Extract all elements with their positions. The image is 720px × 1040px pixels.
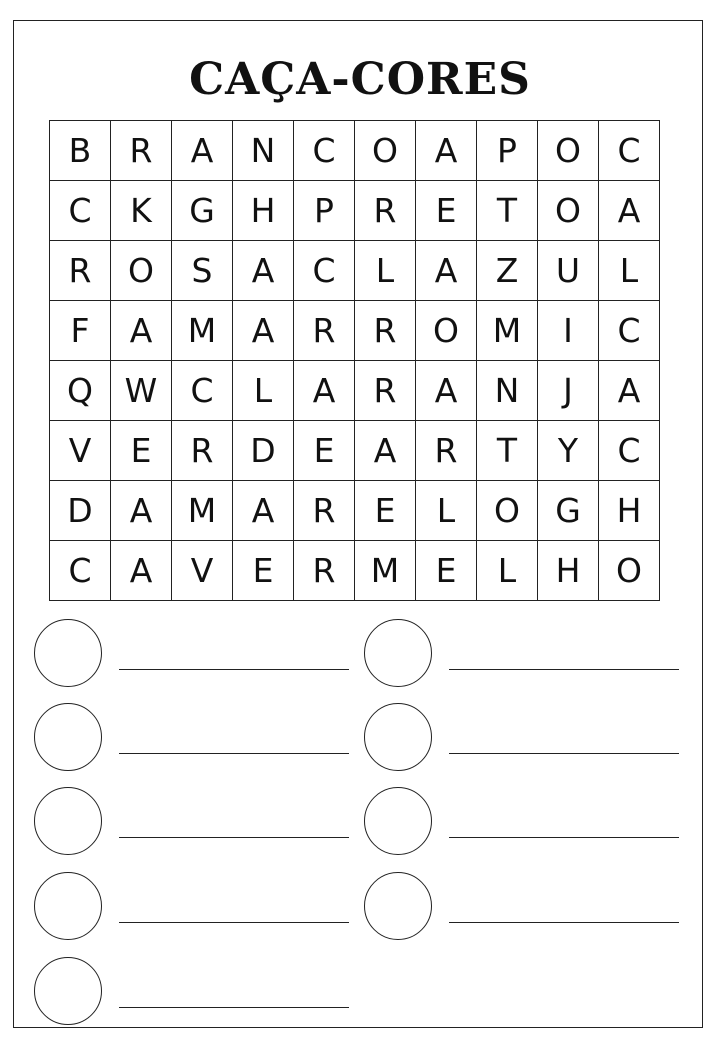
grid-row bbox=[50, 541, 660, 601]
grid-cell[interactable]: A bbox=[172, 121, 233, 181]
color-circle[interactable] bbox=[364, 872, 432, 940]
grid-cell[interactable]: C bbox=[599, 421, 660, 481]
grid-row bbox=[50, 301, 660, 361]
grid-cell[interactable]: E bbox=[233, 541, 294, 601]
grid-cell[interactable]: R bbox=[355, 361, 416, 421]
grid-row bbox=[50, 241, 660, 301]
grid-cell[interactable]: O bbox=[538, 181, 599, 241]
grid-row bbox=[50, 361, 660, 421]
answer-line[interactable] bbox=[119, 753, 349, 754]
grid-cell[interactable]: J bbox=[538, 361, 599, 421]
grid-cell[interactable]: M bbox=[477, 301, 538, 361]
grid-cell[interactable]: V bbox=[50, 421, 111, 481]
grid-cell[interactable]: E bbox=[416, 181, 477, 241]
grid-cell[interactable]: R bbox=[172, 421, 233, 481]
grid-cell[interactable]: A bbox=[416, 241, 477, 301]
grid-cell[interactable]: G bbox=[172, 181, 233, 241]
grid-cell[interactable]: O bbox=[416, 301, 477, 361]
grid-cell[interactable]: C bbox=[172, 361, 233, 421]
grid-cell[interactable]: L bbox=[416, 481, 477, 541]
grid-cell[interactable]: N bbox=[477, 361, 538, 421]
grid-cell[interactable]: A bbox=[599, 181, 660, 241]
grid-cell[interactable]: B bbox=[50, 121, 111, 181]
grid-cell[interactable]: O bbox=[599, 541, 660, 601]
page-title: CAÇA-CORES bbox=[189, 54, 531, 105]
color-circle[interactable] bbox=[34, 787, 102, 855]
grid-cell[interactable]: U bbox=[538, 241, 599, 301]
grid-cell[interactable]: M bbox=[355, 541, 416, 601]
grid-cell[interactable]: G bbox=[538, 481, 599, 541]
grid-row bbox=[50, 481, 660, 541]
answer-line[interactable] bbox=[119, 922, 349, 923]
grid-cell[interactable]: Y bbox=[538, 421, 599, 481]
grid-cell[interactable]: C bbox=[599, 121, 660, 181]
answer-line[interactable] bbox=[449, 753, 679, 754]
grid-cell[interactable]: H bbox=[599, 481, 660, 541]
word-search-grid bbox=[49, 120, 660, 601]
answer-line[interactable] bbox=[449, 669, 679, 670]
grid-cell[interactable]: N bbox=[233, 121, 294, 181]
grid-cell[interactable]: D bbox=[50, 481, 111, 541]
color-circle[interactable] bbox=[34, 957, 102, 1025]
grid-cell[interactable]: C bbox=[294, 241, 355, 301]
grid-cell[interactable]: L bbox=[477, 541, 538, 601]
grid-cell[interactable]: O bbox=[111, 241, 172, 301]
answer-line[interactable] bbox=[119, 669, 349, 670]
grid-cell[interactable]: H bbox=[538, 541, 599, 601]
grid-cell[interactable]: A bbox=[111, 301, 172, 361]
color-circle[interactable] bbox=[364, 619, 432, 687]
grid-cell[interactable]: R bbox=[294, 541, 355, 601]
color-circle[interactable] bbox=[34, 619, 102, 687]
grid-cell[interactable]: Q bbox=[50, 361, 111, 421]
color-circle[interactable] bbox=[34, 872, 102, 940]
grid-cell[interactable]: I bbox=[538, 301, 599, 361]
grid-cell[interactable]: L bbox=[233, 361, 294, 421]
answer-line[interactable] bbox=[449, 837, 679, 838]
grid-cell[interactable]: O bbox=[538, 121, 599, 181]
grid-cell[interactable]: R bbox=[50, 241, 111, 301]
grid-cell[interactable]: H bbox=[233, 181, 294, 241]
grid-cell[interactable]: R bbox=[111, 121, 172, 181]
grid-row bbox=[50, 421, 660, 481]
grid-cell[interactable]: R bbox=[355, 181, 416, 241]
answer-line[interactable] bbox=[119, 837, 349, 838]
grid-cell[interactable]: C bbox=[294, 121, 355, 181]
grid-cell[interactable]: R bbox=[416, 421, 477, 481]
grid-cell[interactable]: S bbox=[172, 241, 233, 301]
grid-cell[interactable]: A bbox=[111, 481, 172, 541]
grid-cell[interactable]: A bbox=[416, 361, 477, 421]
color-circle[interactable] bbox=[364, 703, 432, 771]
grid-cell[interactable]: V bbox=[172, 541, 233, 601]
grid-cell[interactable]: D bbox=[233, 421, 294, 481]
grid-cell[interactable]: M bbox=[172, 301, 233, 361]
grid-cell[interactable]: A bbox=[416, 121, 477, 181]
grid-cell[interactable]: A bbox=[294, 361, 355, 421]
grid-cell[interactable]: E bbox=[416, 541, 477, 601]
grid-cell[interactable]: A bbox=[233, 301, 294, 361]
grid-cell[interactable]: P bbox=[477, 121, 538, 181]
grid-cell[interactable]: R bbox=[294, 481, 355, 541]
grid-cell[interactable]: T bbox=[477, 421, 538, 481]
grid-cell[interactable]: T bbox=[477, 181, 538, 241]
grid-cell[interactable]: L bbox=[355, 241, 416, 301]
grid-cell[interactable]: A bbox=[233, 241, 294, 301]
grid-cell[interactable]: O bbox=[355, 121, 416, 181]
grid-cell[interactable]: K bbox=[111, 181, 172, 241]
answer-line[interactable] bbox=[119, 1007, 349, 1008]
grid-cell[interactable]: A bbox=[111, 541, 172, 601]
grid-cell[interactable]: A bbox=[599, 361, 660, 421]
grid-cell[interactable]: E bbox=[294, 421, 355, 481]
grid-cell[interactable]: E bbox=[355, 481, 416, 541]
grid-row bbox=[50, 181, 660, 241]
grid-cell[interactable]: C bbox=[50, 541, 111, 601]
color-circle[interactable] bbox=[364, 787, 432, 855]
color-circle[interactable] bbox=[34, 703, 102, 771]
grid-cell[interactable]: O bbox=[477, 481, 538, 541]
grid-cell[interactable]: R bbox=[294, 301, 355, 361]
grid-cell[interactable]: W bbox=[111, 361, 172, 421]
answer-line[interactable] bbox=[449, 922, 679, 923]
grid-cell[interactable]: P bbox=[294, 181, 355, 241]
grid-cell[interactable]: A bbox=[233, 481, 294, 541]
grid-cell[interactable]: R bbox=[355, 301, 416, 361]
grid-cell[interactable]: E bbox=[111, 421, 172, 481]
grid-cell[interactable]: C bbox=[50, 181, 111, 241]
grid-row bbox=[50, 121, 660, 181]
grid-cell[interactable]: F bbox=[50, 301, 111, 361]
grid-cell[interactable]: M bbox=[172, 481, 233, 541]
grid-cell[interactable]: Z bbox=[477, 241, 538, 301]
grid-cell[interactable]: C bbox=[599, 301, 660, 361]
grid-cell[interactable]: L bbox=[599, 241, 660, 301]
grid-cell[interactable]: A bbox=[355, 421, 416, 481]
